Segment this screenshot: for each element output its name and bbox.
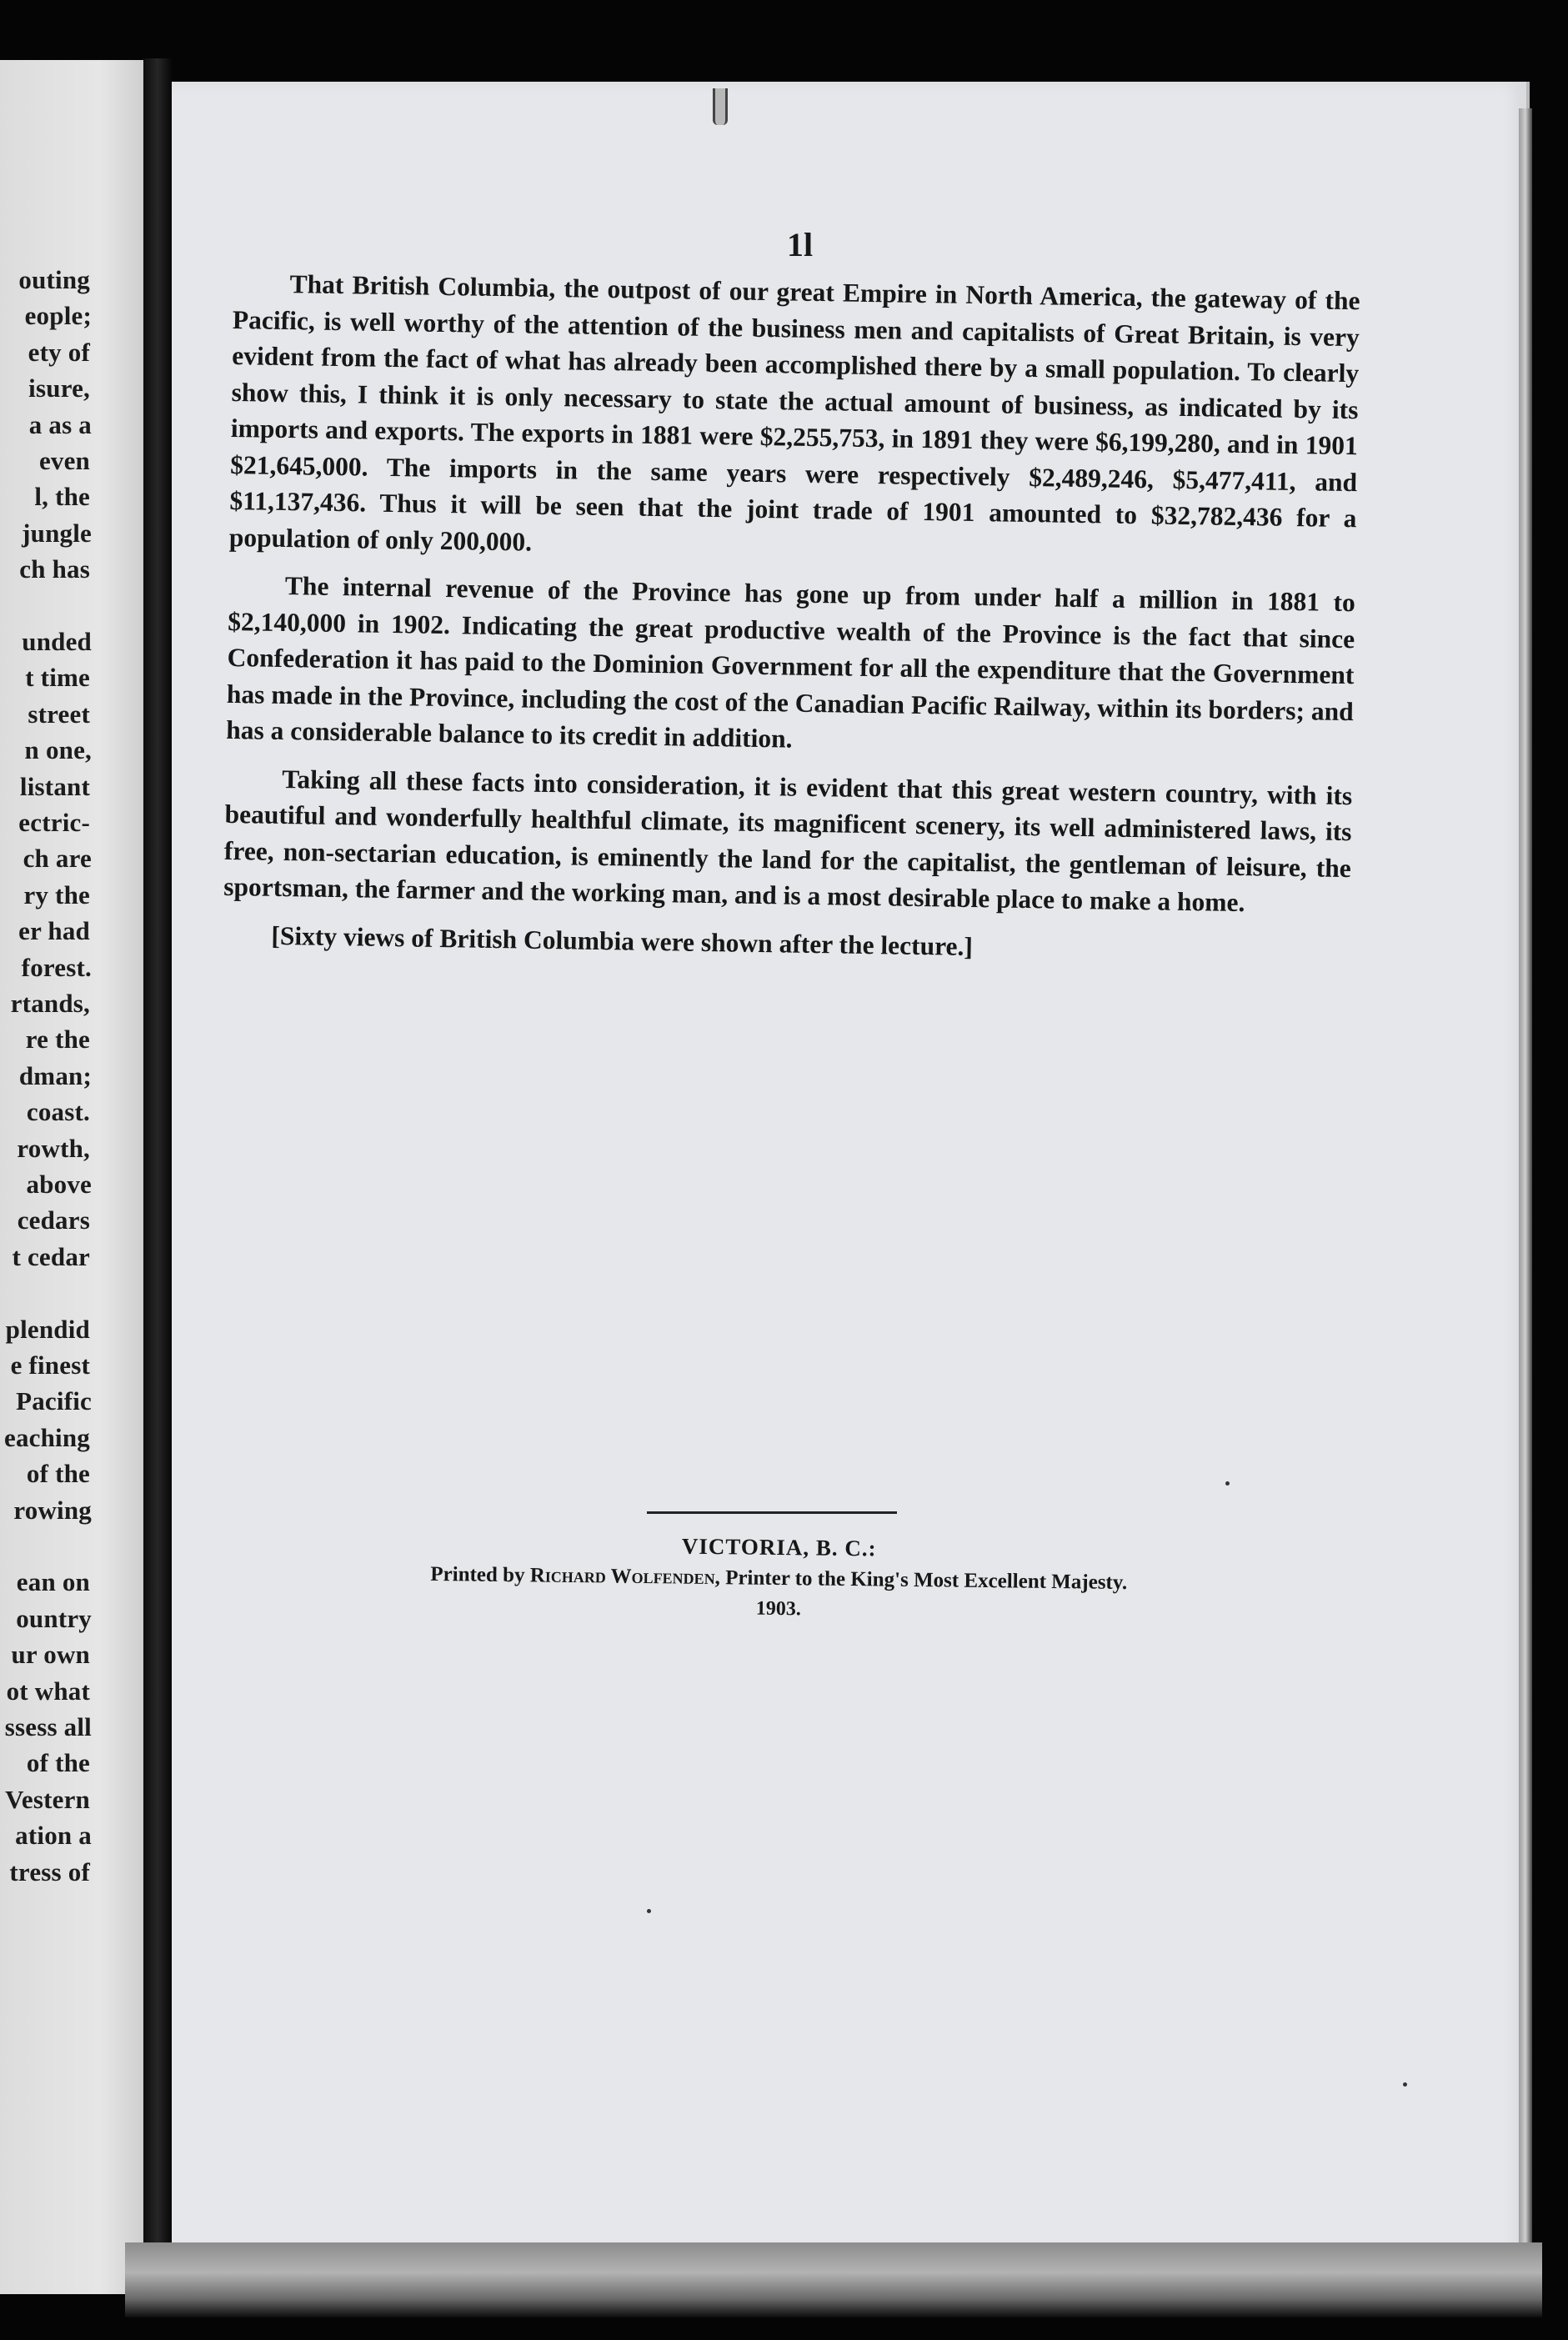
previous-page-line: jungle <box>22 518 92 548</box>
page-number: 1l <box>787 226 814 263</box>
previous-page-line: Pacific <box>16 1386 92 1416</box>
previous-page-line: ot what <box>6 1676 90 1706</box>
previous-page-line: above <box>26 1170 92 1199</box>
previous-page-line: ch are <box>23 844 92 874</box>
previous-page-line: rowth, <box>17 1133 90 1163</box>
page-bottom-edge <box>125 2242 1542 2317</box>
ink-speck <box>647 1909 651 1913</box>
previous-page-line: l, the <box>34 482 90 512</box>
previous-page-line: er had <box>18 916 90 946</box>
printer-imprint <box>341 1526 1217 1630</box>
previous-page-line: Vestern <box>5 1784 90 1814</box>
previous-page-line: eople; <box>24 301 92 331</box>
previous-page-line: ur own <box>11 1640 90 1670</box>
paragraph-conclusion: Taking all these facts into consideration, it is evident that this great western country, with its beautiful and wonderfully healthful climate, its magnificent scenery, its well administered laws, its free, non-sectarian education, is eminently the land for the capitalist, the gentleman of leisure, the sportsman, the farmer and the working man, and is a most desirable place to make a home. <box>223 764 1353 918</box>
lecture-caption: [Sixty views of British Columbia were shown after the lecture.] <box>271 920 974 961</box>
previous-page-line: of the <box>26 1748 90 1778</box>
page-edge <box>1519 108 1532 2284</box>
ink-speck <box>1403 2082 1407 2087</box>
previous-page-line: plendid <box>5 1314 90 1344</box>
previous-page-line: unded <box>22 627 92 656</box>
previous-page-line: eaching <box>3 1422 90 1452</box>
previous-page-line: of the <box>26 1459 90 1489</box>
previous-page-line: ectric- <box>18 808 90 837</box>
previous-page-line: forest. <box>21 952 92 982</box>
book-gutter <box>143 58 172 2301</box>
previous-page-line: t time <box>25 663 90 693</box>
previous-page-line: cedars <box>17 1205 90 1235</box>
previous-page-line: re the <box>25 1025 90 1055</box>
previous-page-line: tress of <box>9 1856 90 1887</box>
previous-page-line: listant <box>19 771 90 801</box>
paragraph-trade: That British Columbia, the outpost of our great Empire in North America, the gateway of the Pacific, is well worthy of the attention of the business men and capitalists of Great Britain, is very evident from the fact of what has already been accomplished there by a small population. To clearly show this, I think it is only necessary to state the actual amount of business, as indicated by its imports and exports. The exports in 1881 were $2,255,753, in 1891 they were $6,199,280, and in 1901 $21,645,000. The imports in the same years were respectively $2,489,246, $5,477,411, and $11,137,436. Thus it will be seen that the joint trade of 1901 amounted to $32,782,436 for a population of only 200,000. <box>228 269 1360 557</box>
previous-page-line: rtands, <box>10 989 90 1018</box>
previous-page-line: ean on <box>16 1567 90 1597</box>
page-clip <box>713 88 728 125</box>
body-text <box>223 265 1360 982</box>
divider-rule <box>647 1511 897 1514</box>
previous-page-line: ssess all <box>4 1712 92 1741</box>
previous-page-line: e finest <box>10 1350 90 1380</box>
previous-page-line: outing <box>18 265 90 294</box>
previous-page-line: a as a <box>28 409 92 439</box>
imprint-year: 1903. <box>755 1597 802 1621</box>
previous-page-line: t cedar <box>12 1241 90 1271</box>
previous-page-line: dman; <box>18 1060 92 1090</box>
imprint-printed-by: Printed by <box>430 1562 525 1587</box>
previous-page-line: even <box>38 446 90 475</box>
imprint-printer-name: Richard Wolfenden, <box>529 1564 721 1590</box>
previous-page-line: street <box>28 699 90 729</box>
paragraph-revenue: The internal revenue of the Province has gone up from under half a million in 1881 to $2,140,000 in 1902. Indicating the great productive wealth of the Province is the fact that since Confederation it has paid to the Dominion Government for all the expenditure that the Government has made in the Province, including the cost of the Canadian Pacific Railway, within its borders; and has a considerable balance to its credit in addition. <box>225 571 1356 754</box>
imprint-place: VICTORIA, B. C.: <box>681 1533 877 1561</box>
ink-speck <box>1225 1481 1230 1486</box>
previous-page-line: ry the <box>23 879 90 909</box>
previous-page <box>0 60 143 2294</box>
imprint-printer-title: Printer to the King's Most Excellent Majesty. <box>724 1566 1128 1595</box>
previous-page-line: ch has <box>19 554 90 584</box>
previous-page-line: ation a <box>15 1821 92 1851</box>
previous-page-line: coast. <box>26 1097 90 1127</box>
previous-page-line: ountry <box>16 1603 92 1633</box>
previous-page-line: isure, <box>28 373 90 403</box>
previous-page-line: n one, <box>24 735 92 765</box>
previous-page-line: ety of <box>28 337 90 367</box>
previous-page-line: rowing <box>13 1495 92 1525</box>
